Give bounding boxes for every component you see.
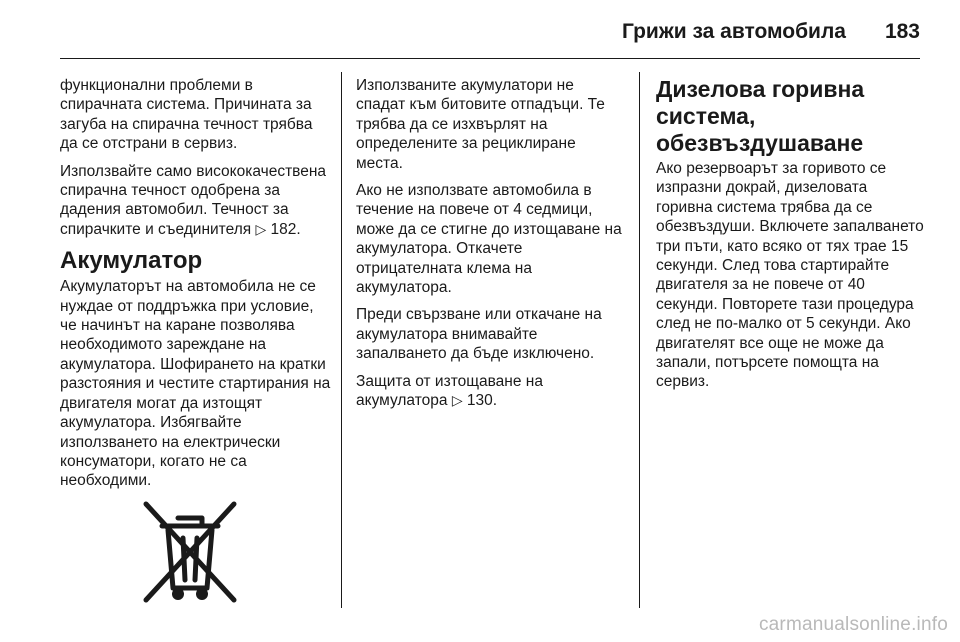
paragraph-text: Използвайте само висококачествена спирачна течност одобрена за дадения автомобил. Течност за спирачките и съединителя (60, 162, 327, 238)
column-middle (356, 76, 626, 419)
section-title: Грижи за автомобила (621, 20, 846, 43)
crossed-out-wheeled-bin-icon (140, 500, 240, 604)
column-right (656, 76, 924, 400)
watermark: carmanualsonline.info (758, 614, 948, 635)
column-divider (341, 72, 342, 608)
paragraph (60, 162, 332, 240)
page-number: 183 (884, 20, 920, 43)
paragraph (356, 372, 626, 411)
page-reference[interactable]: 130. (466, 392, 498, 410)
section-heading-diesel: Дизелова горивна система, обезвъздушаване (656, 76, 865, 156)
paragraph: Преди свързване или откачане на акумулатора внимавайте запалването да бъде изключено. (356, 306, 602, 363)
paragraph: Използваните акумулатори не спадат към битовите отпадъци. Те трябва да се изхвърлят на определените за рециклиране места. (356, 77, 605, 172)
paragraph: Ако не използвате автомобила в течение на повече от 4 седмици, може да се стигне до изтощаване на акумулатора. Откачете отрицателната клема на акумулатора. (356, 182, 622, 297)
paragraph: Ако резервоарът за горивото се изпразни докрай, дизеловата горивна система трябва да се обезвъздуши. Включете запалването три пъти, като всяко от тях трае 15 секунди. След това стартирайте двигателя за не повече от 40 секунди. Повторете тази процедура след не по-малко от 5 секунди. Ако двигателят все още не може да запали, потърсете помощта на сервиз. (656, 160, 924, 391)
paragraph: функционални проблеми в спирачната система. Причината за загуба на спирачна течност трябва да се отстрани в сервиз. (60, 77, 313, 153)
page-header (60, 0, 920, 59)
column-left (60, 76, 332, 499)
paragraph: Акумулаторът на автомобила не се нуждае от поддръжка при условие, че начинът на каране позволява необходимото зареждане на акумулатора. Шофирането на кратки разстояния и честите стартирания на двигателя могат да изтощят акумулатора. Избягвайте използването на електрически консуматори, когато не са необходими. (60, 278, 331, 490)
column-divider (639, 72, 640, 608)
paragraph-text: Защита от изтощаване на акумулатора (356, 372, 543, 410)
page-reference[interactable]: 182. (270, 220, 301, 238)
page-reference-icon: ▷ (451, 392, 463, 409)
page-reference-icon: ▷ (255, 220, 267, 237)
crossed-out-wheeled-bin-icon (140, 500, 240, 604)
section-heading-battery: Акумулатор (60, 247, 203, 275)
